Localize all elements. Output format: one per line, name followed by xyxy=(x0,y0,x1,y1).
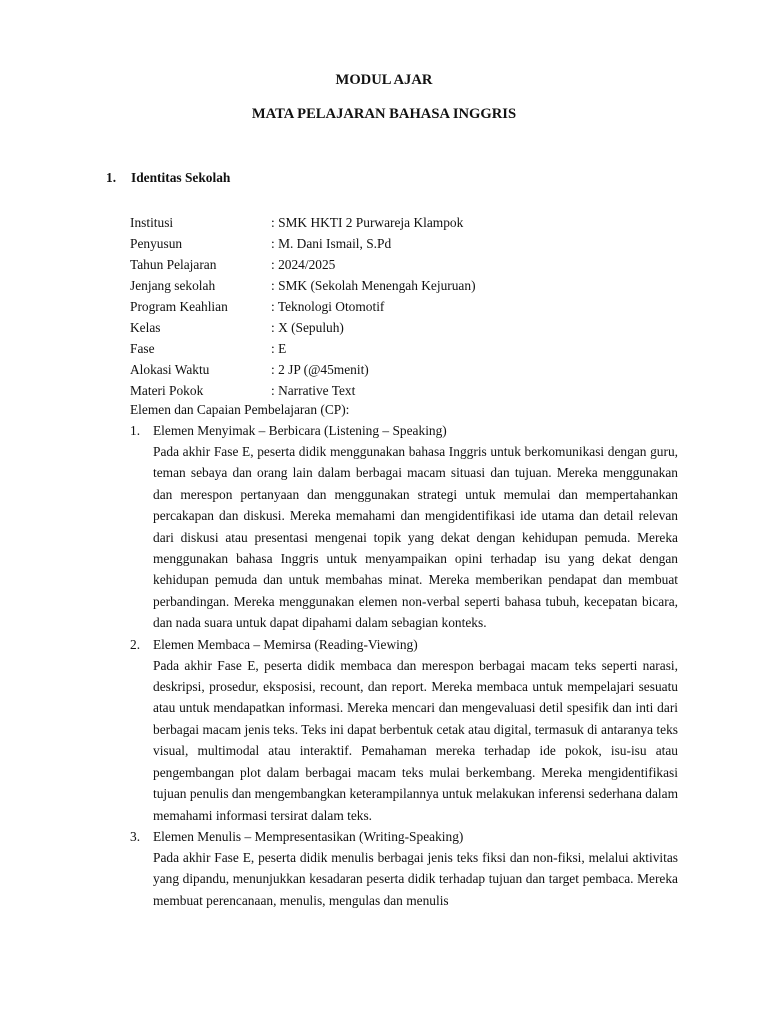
elemen-intro: Elemen dan Capaian Pembelajaran (CP): xyxy=(130,402,350,417)
identity-row xyxy=(130,275,476,296)
identity-label: Materi Pokok xyxy=(130,383,204,398)
section-number: 1. xyxy=(106,170,117,185)
document-title: MODUL AJAR xyxy=(335,72,433,88)
element-title: Elemen Membaca – Memirsa (Reading-Viewing) xyxy=(153,636,418,652)
identity-value: : 2024/2025 xyxy=(271,257,336,272)
identity-value: : M. Dani Ismail, S.Pd xyxy=(271,236,392,251)
section-heading xyxy=(106,170,230,186)
element-heading xyxy=(130,420,678,441)
identity-value: : X (Sepuluh) xyxy=(271,320,344,335)
elements-list xyxy=(130,420,678,911)
element-item xyxy=(130,420,678,634)
identity-row xyxy=(130,254,476,275)
identity-label: Tahun Pelajaran xyxy=(130,257,217,272)
identity-value: : Teknologi Otomotif xyxy=(271,299,385,314)
identity-table xyxy=(130,212,476,401)
section-title: Identitas Sekolah xyxy=(131,170,231,185)
element-item xyxy=(130,634,678,826)
identity-row xyxy=(130,296,476,317)
element-title: Elemen Menulis – Mempresentasikan (Writing-Speaking) xyxy=(153,828,464,844)
element-number: 1. xyxy=(130,423,141,438)
identity-label: Fase xyxy=(130,341,155,356)
element-number: 2. xyxy=(130,636,141,652)
identity-row xyxy=(130,380,476,401)
identity-label: Jenjang sekolah xyxy=(130,278,216,293)
document-subtitle: MATA PELAJARAN BAHASA INGGRIS xyxy=(251,106,517,122)
element-heading xyxy=(130,634,678,655)
identity-value: : 2 JP (@45menit) xyxy=(271,362,369,377)
identity-row xyxy=(130,338,476,359)
identity-value: : SMK HKTI 2 Purwareja Klampok xyxy=(271,215,464,230)
identity-row xyxy=(130,233,476,254)
identity-label: Kelas xyxy=(130,320,161,335)
element-title: Elemen Menyimak – Berbicara (Listening – Speaking) xyxy=(153,423,447,438)
identity-row xyxy=(130,359,476,380)
identity-row xyxy=(130,212,476,233)
identity-label: Alokasi Waktu xyxy=(130,362,210,377)
identity-value: : E xyxy=(271,341,287,356)
element-heading xyxy=(130,826,678,847)
element-description: Pada akhir Fase E, peserta didik menggunakan bahasa Inggris untuk berkomunikasi dengan guru, teman sebaya dan orang lain dalam berbagai macam situasi dan tujuan. Mereka menggunakan dan merespon pertanyaan dan menggunakan strategi untuk memulai dan mempertahankan percakapan dan diskusi. Mereka memahami dan mengidentifikasi ide utama dan detail relevan dari diskusi atau presentasi mengenai topik yang dekat dengan kehidupan pemuda. Mereka menggunakan bahasa Inggris untuk menyampaikan opini terhadap isu yang dekat dengan kehidupan pemuda dan untuk membahas minat. Mereka memberikan pendapat dan membuat perbandingan. Mereka menggunakan elemen non-verbal seperti bahasa tubuh, kecepatan bicara, dan nada suara untuk dapat dipahami dalam sebagian konteks. xyxy=(153,444,678,631)
element-number: 3. xyxy=(130,828,141,844)
identity-label: Penyusun xyxy=(130,236,183,251)
element-item xyxy=(130,826,678,911)
identity-label: Institusi xyxy=(130,215,174,230)
identity-value: : SMK (Sekolah Menengah Kejuruan) xyxy=(271,278,476,293)
element-description: Pada akhir Fase E, peserta didik menulis berbagai jenis teks fiksi dan non-fiksi, melalui aktivitas yang dipandu, menunjukkan kesadaran peserta didik terhadap tujuan dan target pembaca. Mereka membuat perencanaan, menulis, mengulas dan menulis xyxy=(153,849,678,908)
element-description: Pada akhir Fase E, peserta didik membaca dan merespon berbagai macam teks seperti narasi, deskripsi, prosedur, eksposisi, recount, dan report. Mereka membaca untuk mempelajari sesuatu atau untuk mendapatkan informasi. Mereka mencari dan mengevaluasi detil spesifik dan inti dari berbagai macam jenis teks. Teks ini dapat berbentuk cetak atau digital, termasuk di antaranya teks visual, multimodal atau interaktif. Pemahaman mereka terhadap ide pokok, isu-isu atau pengembangan plot dalam berbagai macam teks mulai berkembang. Mereka mengidentifikasi tujuan penulis dan mengembangkan keterampilannya untuk melakukan inferensi sederhana dalam memahami informasi tersirat dalam teks. xyxy=(153,657,678,823)
identity-label: Program Keahlian xyxy=(130,299,228,314)
identity-value: : Narrative Text xyxy=(271,383,356,398)
identity-row xyxy=(130,317,476,338)
